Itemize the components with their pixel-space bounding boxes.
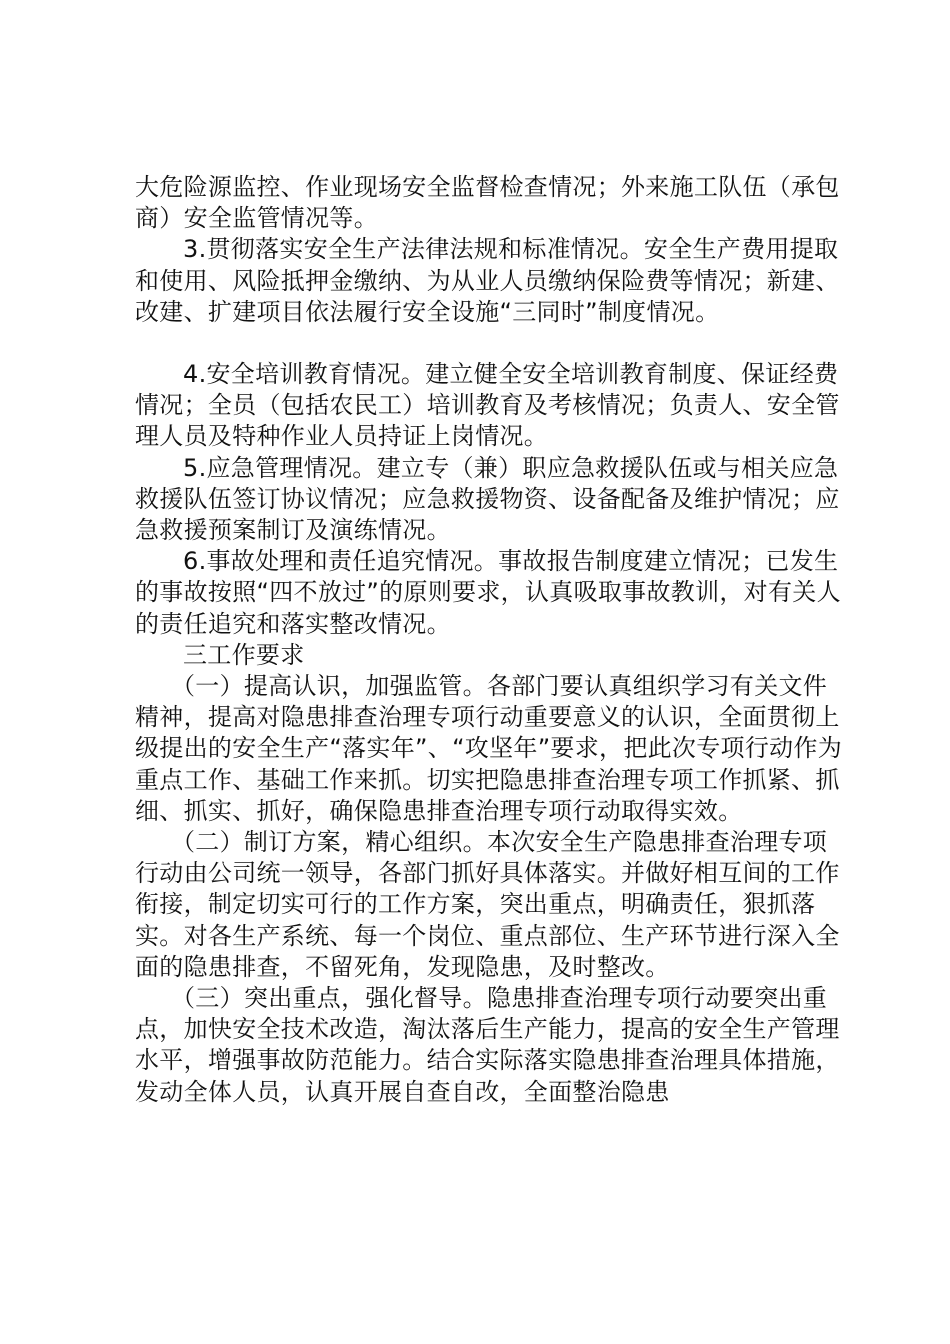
section-heading-requirements: 三工作要求: [183, 640, 305, 669]
paragraph-requirement-2: （二）制订方案，精心组织。本次安全生产隐患排查治理专项行动由公司统一领导，各部门抓好具体落实。并做好相互间的工作衔接，制定切实可行的工作方案，突出重点，明确责任，狠抓落实。对各生产系统、每一个岗位、重点部位、生产环节进行深入全面的隐患排查，不留死角，发现隐患，及时整改。: [135, 828, 840, 981]
paragraph-item-6: 6.事故处理和责任追究情况。事故报告制度建立情况；已发生的事故按照“四不放过”的原则要求，认真吸取事故教训，对有关人的责任追究和落实整改情况。: [135, 547, 841, 638]
paragraph-item-4: 4.安全培训教育情况。建立健全安全培训教育制度、保证经费情况；全员（包括农民工）培训教育及考核情况；负责人、安全管理人员及特种作业人员持证上岗情况。: [135, 360, 840, 451]
paragraph-continuation: 大危险源监控、作业现场安全监督检查情况；外来施工队伍（承包商）安全监管情况等。: [135, 173, 840, 233]
paragraph-item-5: 5.应急管理情况。建立专（兼）职应急救援队伍或与相关应急救援队伍签订协议情况；应急救援物资、设备配备及维护情况；应急救援预案制订及演练情况。: [135, 453, 840, 545]
paragraph-requirement-1: （一）提高认识，加强监管。各部门要认真组织学习有关文件精神，提高对隐患排查治理专项行动重要意义的认识，全面贯彻上级提出的安全生产“落实年”、“攻坚年”要求，把此次专项行动作为重点工作、基础工作来抓。切实把隐患排查治理专项工作抓紧、抓细、抓实、抓好，确保隐患排查治理专项行动取得实效。: [135, 672, 843, 825]
document-body: [135, 172, 845, 1108]
paragraph-requirement-3: （三）突出重点，强化督导。隐患排查治理专项行动要突出重点，加快安全技术改造，淘汰落后生产能力，提高的安全生产管理水平，增强事故防范能力。结合实际落实隐患排查治理具体措施，发动全体人员，认真开展自查自改，全面整治隐患: [135, 984, 840, 1106]
paragraph-item-3: 3.贯彻落实安全生产法律法规和标准情况。安全生产费用提取和使用、风险抵押金缴纳、为从业人员缴纳保险费等情况；新建、改建、扩建项目依法履行安全设施“三同时”制度情况。: [135, 235, 840, 326]
